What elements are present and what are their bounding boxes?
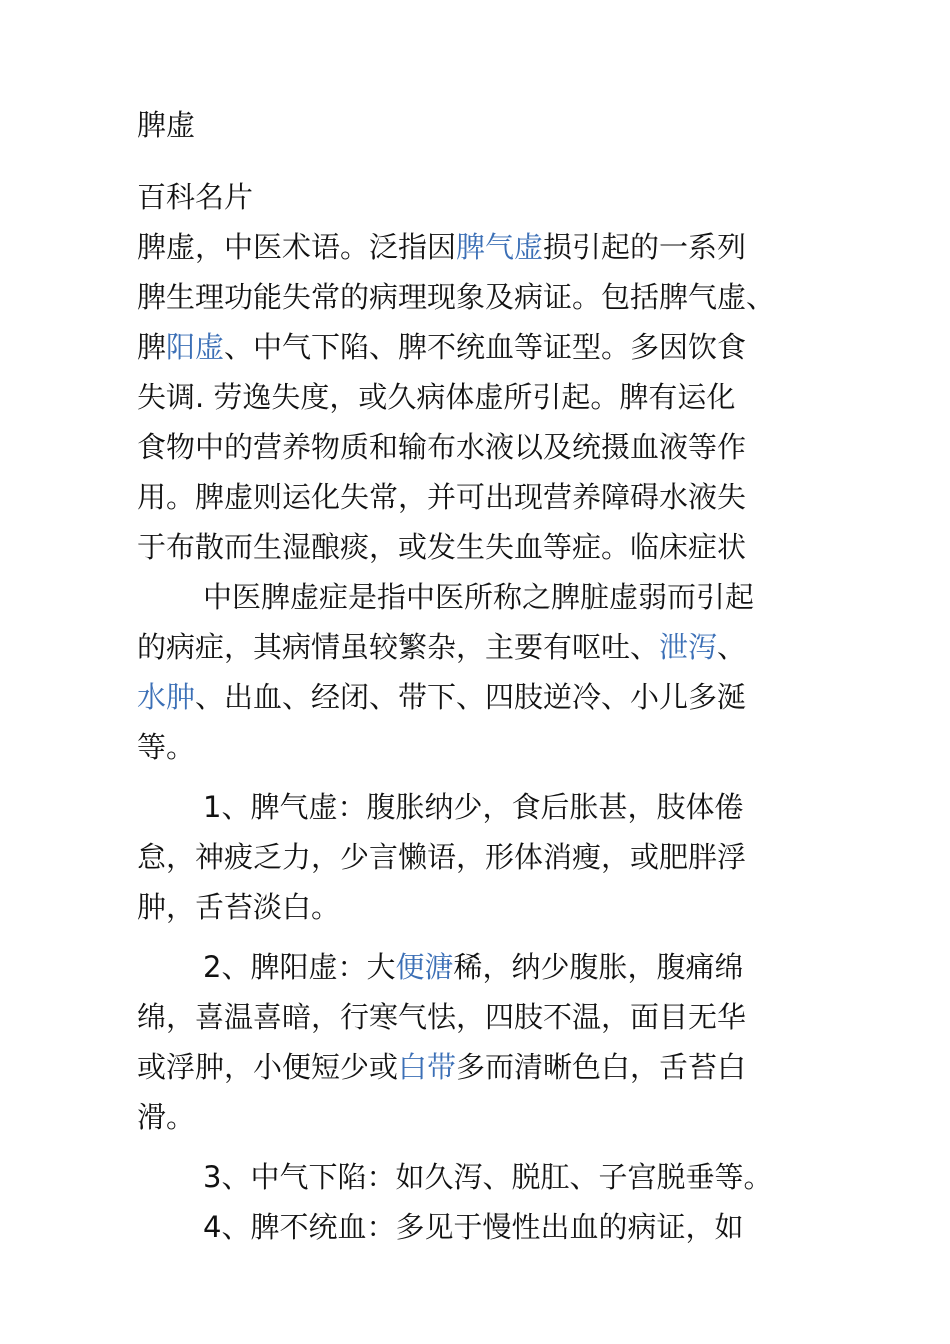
list-item — [137, 942, 837, 1142]
text-segment: 的病症，其病情虽较繁杂，主要有呕吐、 — [137, 630, 660, 664]
text-line — [137, 882, 837, 932]
text-segment: 、中气下陷、脾不统血等证型。多因饮食 — [224, 330, 747, 364]
text-line — [137, 672, 837, 722]
text-line — [137, 472, 837, 522]
text-segment: 脾 — [137, 330, 167, 364]
text-segment: 怠，神疲乏力，少言懒语，形体消瘦，或肥胖浮 — [137, 840, 747, 874]
text-segment: 多而清晰色白，舌苔白 — [456, 1050, 747, 1084]
section-heading: 百科名片 — [137, 180, 254, 214]
text-segment: 食物中的营养物质和输布水液以及统摄血液等作 — [137, 430, 747, 464]
text-line — [137, 782, 837, 832]
text-line — [137, 222, 837, 272]
text-line — [137, 832, 837, 882]
text-segment: 失调. 劳逸失度，或久病体虚所引起。脾有运化 — [137, 380, 736, 414]
text-segment: 稀，纳少腹胀，腹痛绵 — [453, 950, 744, 984]
text-line — [137, 992, 837, 1042]
text-segment: 用。脾虚则运化失常，并可出现营养障碍水液失 — [137, 480, 747, 514]
text-segment: 3、中气下陷：如久泻、脱肛、子宫脱垂等。 — [203, 1160, 773, 1194]
text-line — [137, 1202, 837, 1252]
link-yang-xu[interactable]: 阳虚 — [166, 330, 225, 364]
text-line — [137, 622, 837, 672]
text-line — [137, 322, 837, 372]
text-segment: 、出血、经闭、带下、四肢逆冷、小儿多涎 — [195, 680, 747, 714]
text-line — [137, 1152, 837, 1202]
text-segment: 绵，喜温喜暗，行寒气怯，四肢不温，面目无华 — [137, 1000, 747, 1034]
text-segment: 或浮肿，小便短少或 — [137, 1050, 399, 1084]
text-segment: 4、脾不统血：多见于慢性出血的病证，如 — [203, 1210, 744, 1244]
link-bian-tang[interactable]: 便溏 — [395, 950, 454, 984]
symptoms-paragraph — [137, 572, 837, 772]
list-item — [137, 782, 837, 932]
text-line — [137, 1042, 837, 1092]
text-segment: 损引起的一系列 — [543, 230, 747, 264]
text-line — [137, 722, 837, 772]
text-segment: 、 — [717, 630, 747, 664]
text-segment: 脾生理功能失常的病理现象及病证。包括脾气虚、 — [137, 280, 776, 314]
text-line — [137, 572, 837, 622]
list-item — [137, 1152, 837, 1202]
text-line — [137, 372, 837, 422]
intro-paragraph — [137, 222, 837, 572]
text-segment: 1、脾气虚：腹胀纳少，食后胀甚，肢体倦 — [203, 790, 744, 824]
list-item — [137, 1202, 837, 1252]
text-line — [137, 1092, 837, 1142]
text-line — [137, 942, 837, 992]
text-segment: 滑。 — [137, 1100, 196, 1134]
text-segment: 脾虚，中医术语。泛指因 — [137, 230, 457, 264]
link-bai-dai[interactable]: 白带 — [398, 1050, 457, 1084]
link-xie-xie[interactable]: 泄泻 — [659, 630, 718, 664]
article-body — [137, 222, 837, 1252]
text-segment: 肿，舌苔淡白。 — [137, 890, 341, 924]
text-segment: 中医脾虚症是指中医所称之脾脏虚弱而引起 — [203, 580, 755, 614]
text-line — [137, 522, 837, 572]
link-shui-zhong[interactable]: 水肿 — [137, 680, 196, 714]
text-line — [137, 422, 837, 472]
text-segment: 等。 — [137, 730, 196, 764]
page-title: 脾虚 — [137, 108, 196, 142]
text-segment: 于布散而生湿酿痰，或发生失血等症。临床症状 — [137, 530, 747, 564]
text-segment: 2、脾阳虚：大 — [203, 950, 396, 984]
link-pi-qi-xu[interactable]: 脾气虚 — [456, 230, 544, 264]
text-line — [137, 272, 837, 322]
